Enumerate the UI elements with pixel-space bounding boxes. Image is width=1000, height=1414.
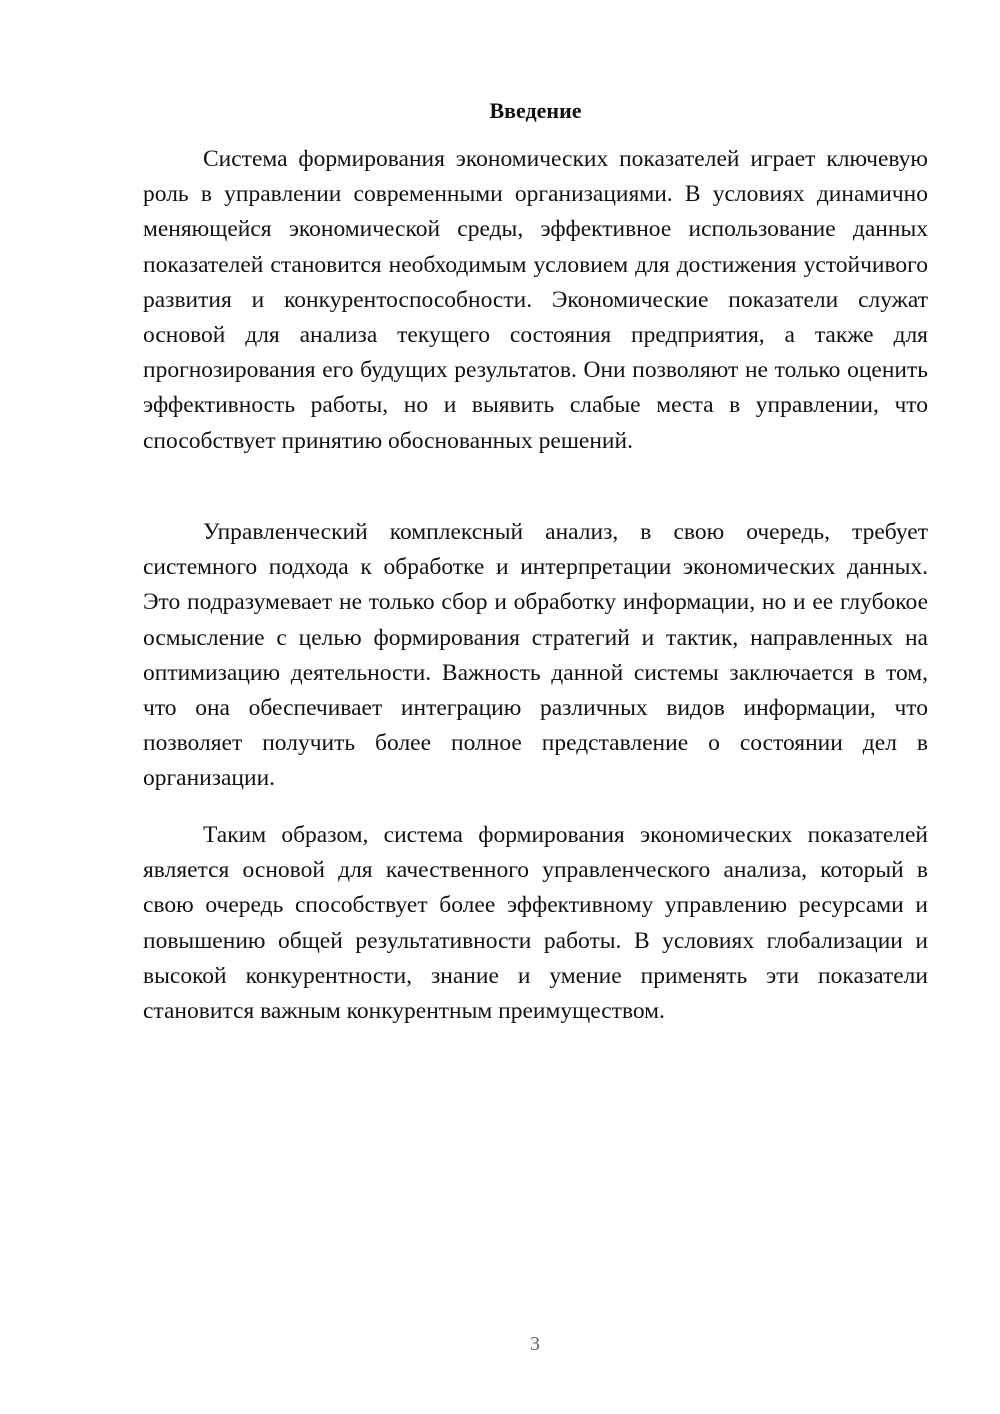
page-number: 3 [530, 1333, 540, 1355]
section-title: Введение [489, 98, 582, 123]
paragraph-3: Таким образом, система формирования экономических показателей является основой для качественного управленческого анализа, который в свою очередь способствует более эффективному управлению ресурсами и повышению общей результативности работы. В условиях глобализации и высокой конкурентности, знание и умение применять эти показатели становится важным конкурентным преимуществом. [143, 822, 928, 1025]
paragraph-2: Управленческий комплексный анализ, в свою очередь, требует системного подхода к обработке и интерпретации экономических данных. Это подразумевает не только сбор и обработку информации, но и ее глубокое осмысление с целью формирования стратегий и тактик, направленных на оптимизацию деятельности. Важность данной системы заключается в том, что она обеспечивает интеграцию различных видов информации, что позволяет получить более полное представление о состоянии дел в организации. [143, 519, 928, 792]
paragraph-1: Система формирования экономических показателей играет ключевую роль в управлении современными организациями. В условиях динамично меняющейся экономической среды, эффективное использование данных показателей становится необходимым условием для достижения устойчивого развития и конкурентоспособности. Экономические показатели служат основой для анализа текущего состояния предприятия, а также для прогнозирования его будущих результатов. Они позволяют не только оценить эффективность работы, но и выявить слабые места в управлении, что способствует принятию обоснованных решений. [143, 146, 928, 454]
